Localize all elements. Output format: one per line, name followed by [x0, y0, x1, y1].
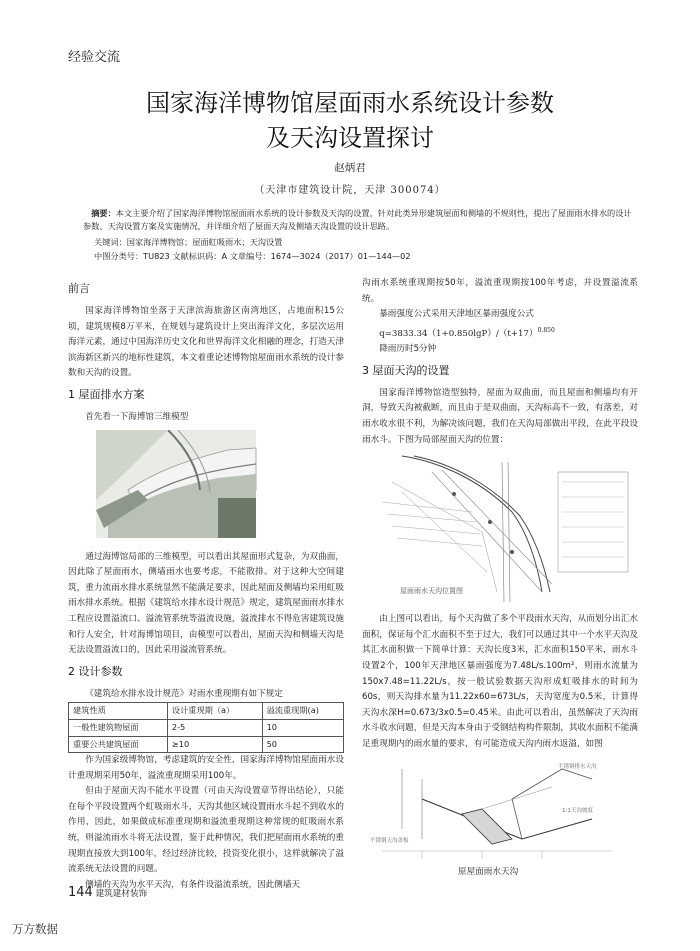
paragraph-1a: 首先看一下海博馆三维模型 — [85, 411, 189, 422]
heading-section-1: 1 屋面排水方案 — [68, 387, 145, 401]
figure-caption-original-gutter: 原屋面雨水天沟 — [458, 866, 519, 877]
page-number: 144 — [68, 885, 93, 900]
table-caption: 《建筑给水排水设计规范》对雨水重现期有如下规定 — [85, 688, 283, 699]
table-cell: 50 — [262, 736, 343, 753]
heading-intro: 前言 — [68, 282, 90, 295]
paragraph-3b: 由上图可以看出，每个天沟做了多个平段雨水天沟，从而划分出汇水面积，保证每个汇水面积不至于过大，我们可以通过其中一个水平天沟及其汇水面积做一下简单计算：天沟长度3米，汇水面积150平米，雨水斗设置2个，100年天津地区暴雨强度为7.48L/s.100m²，则雨水流量为150x7.48=11.22L/s，按一般试验数据天沟形成虹吸排水的时间为60s，则天沟排水量为11.22x60=673L/s，天沟宽度为0.5米，计算得天沟水深H=0.673/3x0.5=0.45米。由此可以看出，虽然解决了天沟雨水斗收水问题，但是天沟本身由于受钢结构构件限制，其收水面积不能满足重现期内的雨水量的要求，有可能造成天沟内雨水返溢，如图 — [362, 614, 638, 749]
paragraph-3a: 国家海洋博物馆造型独特，屋面为双曲面，而且屋面和侧墙均有开洞，导致天沟被截断，而且由于是双曲面，天沟标高不一致，有落差，对雨水收水很不利，为解决该问题，我们在天沟局部做出平段，在此平段设雨水斗。下图为局部屋面天沟的位置： — [362, 387, 638, 445]
abstract-label: 摘要： — [91, 208, 116, 218]
heading-section-2: 2 设计参数 — [68, 664, 123, 678]
paragraph-2a: 作为国家级博物馆，考虑建筑的安全性，国家海洋博物馆屋面雨水设计重现期采用50年，溢流重现期采用100年。 — [68, 755, 344, 781]
gutter-label: 不锈钢排水天沟 — [558, 763, 597, 770]
table-row — [69, 736, 344, 753]
return-period-table — [68, 702, 344, 753]
table-row — [69, 719, 344, 736]
right-column — [362, 276, 638, 880]
table-cell: 重要公共建筑屋面 — [69, 736, 168, 753]
heading-section-3: 3 屋面天沟的设置 — [362, 363, 450, 377]
paragraph-2c: 侧墙的天沟为水平天沟，有条件设溢流系统，因此侧墙天 — [85, 879, 301, 890]
keywords-text: 国家海洋博物馆；屋面虹吸雨水；天沟设置 — [126, 237, 283, 247]
journal-name: 建筑建材装饰 — [95, 889, 148, 899]
abstract-text: 本文主要介绍了国家海洋博物馆屋面雨水系统的设计参数及天沟的设置，针对此类异形建筑屋面和侧墙的不规则性，提出了屋面雨水排水的设计参数、天沟设置方案及实施情况，并详细介绍了屋面天沟及侧墙天沟设置的设计思路。 — [83, 208, 632, 231]
formula-label: 暴雨强度公式采用天津地区暴雨强度公式 — [379, 309, 534, 320]
author: 赵炳君 — [334, 162, 366, 174]
affiliation: （天津市建筑设计院，天津 300074） — [254, 185, 446, 196]
page-footer — [68, 885, 147, 900]
gutter-label: 1:1天沟坡度 — [562, 807, 593, 814]
paragraph-intro: 国家海洋博物馆坐落于天津滨海旅游区南湾地区，占地面积15公顷，建筑规模8万平米，在规划与建筑设计上突出海洋文化，多层次运用海洋元素，通过中国海洋历史文化和世界海洋文化相融的理念，打造天津滨海新区新兴的地标性建筑，本文着重论述博物馆屋面雨水系统的设计参数和天沟的设置。 — [68, 306, 344, 379]
formula-exponent: 0.850 — [537, 326, 555, 334]
paragraph-2b: 但由于屋面天沟不能水平设置（可由天沟设置章节得出结论），只能在每个平段设置两个虹吸雨水斗，天沟其他区域设置雨水斗起不到收水的作用，因此，如果做成标准重现期和溢流重现期这种常规的虹吸雨水系统，则溢流雨水斗将无法设置，鉴于此种情况，我们把屋面雨水系统的重现期直接放大到100年，经过经济比较，投资变化很小，这样就解决了溢流系统无法设置的问题。 — [68, 786, 344, 875]
table-cell: ≥10 — [167, 736, 262, 753]
table-cell: 10 — [262, 719, 343, 736]
keywords — [94, 237, 282, 248]
table-header-row — [69, 703, 344, 720]
table-header-cell: 溢流重现期(a) — [262, 703, 343, 720]
original-roof-gutter-figure — [362, 759, 638, 867]
table-header-cell: 设计重现期（a） — [167, 703, 262, 720]
rain-intensity-formula — [362, 323, 638, 342]
abstract — [83, 207, 638, 233]
wanfang-watermark: 万方数据 — [12, 922, 58, 936]
formula-text: q=3833.34（1+0.850lgP）/（t+17） — [379, 328, 538, 339]
classification: 中图分类号：TU823 文献标识码：A 文章编号：1674—3024（2017）01—144—02 — [94, 251, 411, 261]
left-column — [68, 276, 344, 893]
gutter-location-figure — [362, 452, 638, 604]
page-title-line-2: 及天沟设置探讨 — [266, 124, 434, 152]
paragraph-continued: 沟雨水系统重现期按50年，溢流重现期按100年考虑，并设置溢流系统。 — [362, 278, 638, 304]
museum-3d-model-figure — [68, 430, 344, 538]
rain-duration: 降雨历时5分钟 — [379, 344, 437, 355]
table-cell: 2-5 — [167, 719, 262, 736]
figure-caption-gutter-location: 屋面雨水天沟位置图 — [400, 587, 463, 596]
table-cell: 一般性建筑物屋面 — [69, 719, 168, 736]
keywords-label: 关键词： — [94, 237, 127, 247]
page-title-line-1: 国家海洋博物馆屋面雨水系统设计参数 — [146, 89, 554, 117]
paragraph-1b: 通过海博馆局部的三维模型，可以看出其屋面形式复杂，为双曲面，因此除了屋面雨水，侧墙雨水也要考虑，不能散排。对于这种大空间建筑，重力流雨水排水系统显然不能满足要求，因此屋面及侧墙均采用虹吸雨水排水系统。根据《建筑给水排水设计规范》规定，建筑屋面雨水排水工程应设置溢流口、溢流管系统等溢流设施，溢流排水不得危害建筑设施和行人安全，针对海博馆项目，由模型可以看出，屋面天沟和侧墙天沟是无法设置溢流口的，因此采用溢流管系统。 — [68, 551, 344, 656]
gutter-label: 不锈钢天沟盖板 — [370, 837, 409, 844]
section-tag: 经验交流 — [68, 50, 121, 65]
table-header-cell: 建筑性质 — [69, 703, 168, 720]
